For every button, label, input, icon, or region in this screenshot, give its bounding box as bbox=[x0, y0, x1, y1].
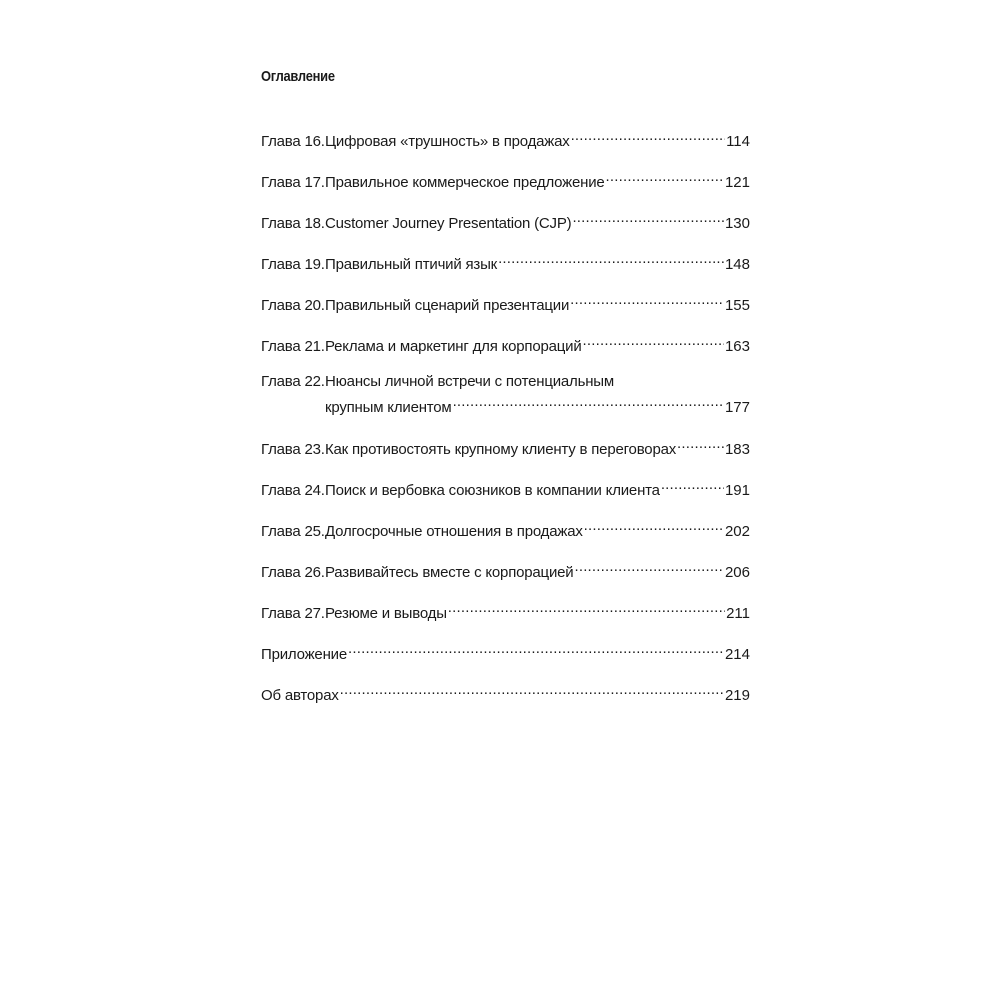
chapter-title: Резюме и выводы bbox=[325, 605, 447, 622]
page-heading: Оглавление bbox=[261, 68, 335, 85]
dot-leader bbox=[348, 639, 724, 659]
toc-entry-23[interactable] bbox=[261, 434, 750, 460]
chapter-number: Глава 25. bbox=[261, 523, 325, 540]
chapter-number: Глава 16. bbox=[261, 133, 325, 150]
dot-leader bbox=[572, 208, 724, 228]
chapter-title: Реклама и маркетинг для корпораций bbox=[325, 338, 582, 355]
dot-leader bbox=[661, 475, 724, 495]
chapter-title: Customer Journey Presentation (CJP) bbox=[325, 215, 572, 232]
dot-leader bbox=[448, 598, 725, 618]
page-number: 177 bbox=[724, 399, 750, 416]
chapter-number: Глава 18. bbox=[261, 215, 325, 232]
toc-entry-17[interactable] bbox=[261, 167, 750, 193]
dot-leader bbox=[453, 392, 724, 412]
dot-leader bbox=[584, 516, 724, 536]
toc-entry-24[interactable] bbox=[261, 475, 750, 501]
page-number: 163 bbox=[724, 338, 750, 355]
section-title: Об авторах bbox=[261, 687, 339, 704]
page-number: 206 bbox=[724, 564, 750, 581]
toc-entry-about-authors[interactable] bbox=[261, 680, 750, 706]
dot-leader bbox=[570, 290, 724, 310]
chapter-number: Глава 27. bbox=[261, 605, 325, 622]
chapter-title: Правильное коммерческое предложение bbox=[325, 174, 605, 191]
chapter-title: Нюансы личной встречи с потенциальным bbox=[325, 373, 614, 390]
page-number: 219 bbox=[724, 687, 750, 704]
dot-leader bbox=[677, 434, 724, 454]
dot-leader bbox=[606, 167, 724, 187]
chapter-title-continuation: крупным клиентом bbox=[325, 399, 452, 416]
chapter-number: Глава 22. bbox=[261, 373, 325, 390]
chapter-number: Глава 26. bbox=[261, 564, 325, 581]
page-number: 148 bbox=[724, 256, 750, 273]
chapter-number: Глава 21. bbox=[261, 338, 325, 355]
chapter-title: Цифровая «трушность» в продажах bbox=[325, 133, 570, 150]
page-number: 155 bbox=[724, 297, 750, 314]
toc-entry-27[interactable] bbox=[261, 598, 750, 624]
toc-entry-16[interactable] bbox=[261, 126, 750, 152]
toc-entry-26[interactable] bbox=[261, 557, 750, 583]
page-number: 114 bbox=[726, 133, 750, 150]
toc-entry-21[interactable] bbox=[261, 331, 750, 357]
chapter-title: Правильный птичий язык bbox=[325, 256, 498, 273]
dot-leader bbox=[340, 680, 724, 700]
toc-entry-20[interactable] bbox=[261, 290, 750, 316]
chapter-number: Глава 24. bbox=[261, 482, 325, 499]
toc-entry-19[interactable] bbox=[261, 249, 750, 275]
page-number: 130 bbox=[724, 215, 750, 232]
section-title: Приложение bbox=[261, 646, 347, 663]
chapter-title: Правильный сценарий презентации bbox=[325, 297, 570, 314]
chapter-title: Развивайтесь вместе с корпорацией bbox=[325, 564, 574, 581]
chapter-number: Глава 20. bbox=[261, 297, 325, 314]
toc-entry-25[interactable] bbox=[261, 516, 750, 542]
page-number: 183 bbox=[724, 441, 750, 458]
page-number: 202 bbox=[724, 523, 750, 540]
dot-leader bbox=[583, 331, 724, 351]
toc-entry-appendix[interactable] bbox=[261, 639, 750, 665]
dot-leader bbox=[574, 557, 724, 577]
page-number: 191 bbox=[724, 482, 750, 499]
page-number: 121 bbox=[724, 174, 750, 191]
chapter-number: Глава 19. bbox=[261, 256, 325, 273]
page-number: 214 bbox=[724, 646, 750, 663]
toc-entry-18[interactable] bbox=[261, 208, 750, 234]
chapter-number: Глава 23. bbox=[261, 441, 325, 458]
chapter-title: Долгосрочные отношения в продажах bbox=[325, 523, 583, 540]
toc-entry-22[interactable] bbox=[261, 372, 750, 418]
chapter-title: Как противостоять крупному клиенту в переговорах bbox=[325, 441, 677, 458]
chapter-title: Поиск и вербовка союзников в компании клиента bbox=[325, 482, 660, 499]
page-number: 211 bbox=[726, 605, 750, 622]
dot-leader bbox=[498, 249, 724, 269]
dot-leader bbox=[571, 126, 726, 146]
chapter-number: Глава 17. bbox=[261, 174, 325, 191]
